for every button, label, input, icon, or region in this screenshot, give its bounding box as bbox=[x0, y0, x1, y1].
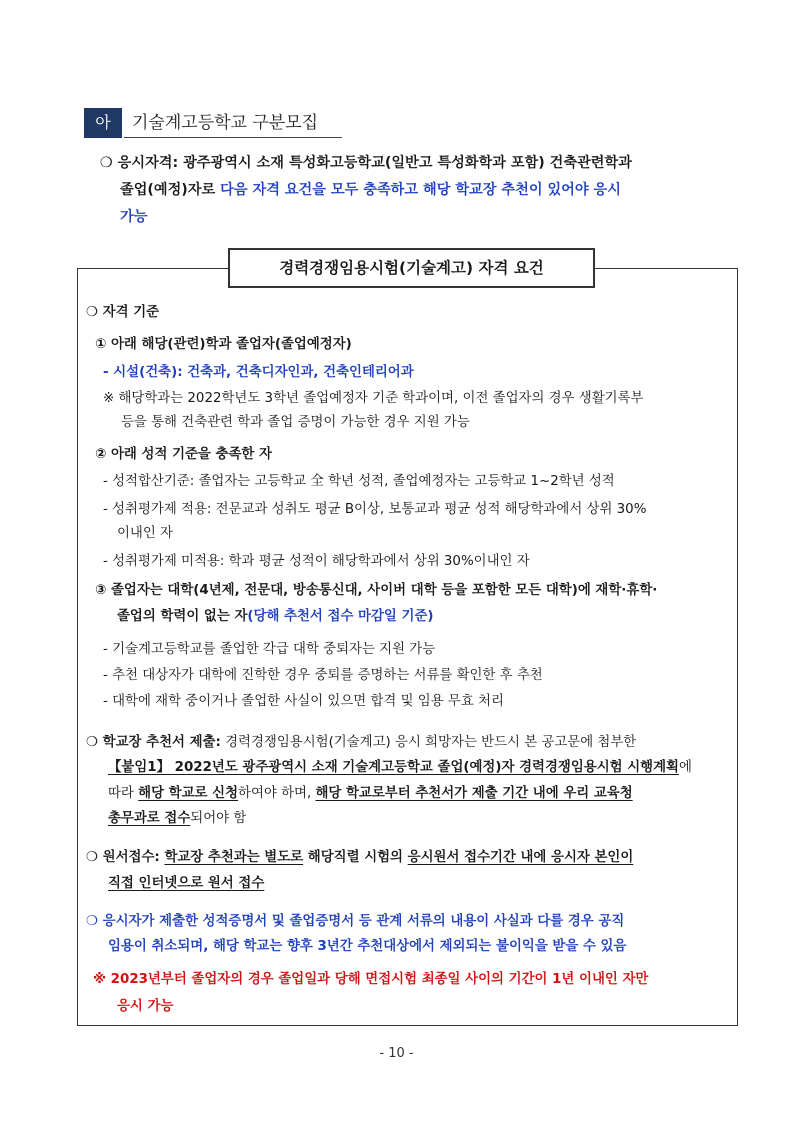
apply-to-school: 해당 학교로 신청 bbox=[138, 786, 239, 801]
recommendation-line-2-text: 에 bbox=[678, 760, 692, 775]
application-period: 응시원서 접수기간 내에 응시자 본인이 bbox=[407, 850, 634, 865]
separate-from-recommendation: 학교장 추천과는 별도로 bbox=[164, 850, 304, 865]
page-number: - 10 - bbox=[379, 1046, 414, 1061]
criterion-2-item-3: - 성취평가제 미적용: 학과 평균 성적이 해당학과에서 상위 30%이내인 자 bbox=[103, 554, 530, 569]
criterion-1-note-line-2: 등을 통해 건축관련 학과 졸업 증명이 가능한 경우 지원 가능 bbox=[121, 415, 470, 430]
recommendation-line-1-text: 경력경쟁임용시험(기술계고) 응시 희망자는 반드시 본 공고문에 첨부한 bbox=[220, 735, 637, 750]
intro-line-1: ❍ 응시자격: 광주광역시 소재 특성화고등학교(일반고 특성화학과 포함) 건축관련학과 bbox=[100, 155, 632, 171]
intro-line-2 bbox=[100, 177, 740, 204]
warning-line-1: ❍ 응시자가 제출한 성적증명서 및 졸업증명서 등 관계 서류의 내용이 사실과 다를 경우 공직 bbox=[86, 914, 625, 929]
recommendation-label: ❍ 학교장 추천서 제출: bbox=[86, 735, 221, 750]
criteria-heading: ❍ 자격 기준 bbox=[86, 305, 160, 320]
criterion-3-line-2-text: 졸업의 학력이 없는 자 bbox=[117, 609, 248, 624]
criterion-3-item-3: - 대학에 재학 중이거나 졸업한 사실이 있으면 합격 및 임용 무효 처리 bbox=[103, 694, 504, 709]
attachment-reference: 【붙임1】 2022년도 광주광역시 소재 기술계고등학교 졸업(예정)자 경력경쟁임용시험 시행계획 bbox=[108, 760, 679, 775]
recommendation-submission-deadline: 해당 학교로부터 추천서가 제출 기간 내에 우리 교육청 bbox=[315, 786, 633, 801]
criterion-2-heading: ② 아래 성적 기준을 충족한 자 bbox=[95, 447, 272, 462]
criterion-2-item-2-cont: 이내인 자 bbox=[117, 526, 173, 541]
application-label: ❍ 원서접수: bbox=[86, 850, 165, 865]
recommendation-line-4-text: 되어야 함 bbox=[190, 811, 247, 826]
criterion-1-heading: ① 아래 해당(관련)학과 졸업자(졸업예정자) bbox=[95, 337, 352, 352]
recommendation-line-1 bbox=[86, 732, 636, 754]
intro-line-3: 가능 bbox=[120, 209, 148, 225]
online-application: 직접 인터넷으로 원서 접수 bbox=[108, 876, 265, 891]
section-badge: 아 bbox=[84, 108, 122, 138]
criterion-3-line-1: ③ 졸업자는 대학(4년제, 전문대, 방송통신대, 사이버 대학 등을 포함한 모든 대학)에 재학·휴학· bbox=[95, 583, 658, 598]
criterion-3-line-2 bbox=[117, 606, 434, 628]
section-title: 기술계고등학교 구분모집 bbox=[132, 113, 319, 133]
recommendation-line-3-b: 하여야 하며, bbox=[238, 786, 316, 801]
recommendation-line-3 bbox=[108, 783, 633, 805]
requirements-box-title: 경력경쟁임용시험(기술계고) 자격 요건 bbox=[228, 248, 595, 288]
criterion-1-departments: - 시설(건축): 건축과, 건축디자인과, 건축인테리어과 bbox=[103, 365, 414, 380]
graduation-note-line-2: 응시 가능 bbox=[117, 999, 174, 1014]
graduation-note-line-1: ※ 2023년부터 졸업자의 경우 졸업일과 당해 면접시험 최종일 사이의 기간이 1년 이내인 자만 bbox=[93, 972, 649, 987]
criterion-2-item-1: - 성적합산기준: 졸업자는 고등학교 全 학년 성적, 졸업예정자는 고등학교 1~2학년 성적 bbox=[103, 474, 615, 489]
section-title-underline bbox=[124, 137, 342, 138]
general-affairs-receipt: 총무과로 접수 bbox=[108, 811, 191, 826]
eligibility-intro bbox=[100, 150, 740, 231]
intro-line-2-text: 졸업(예정)자로 bbox=[120, 182, 221, 198]
criterion-3-item-1: - 기술계고등학교를 졸업한 각급 대학 중퇴자는 지원 가능 bbox=[103, 642, 436, 657]
criterion-2-item-2: - 성취평가제 적용: 전문교과 성취도 평균 B이상, 보통교과 평균 성적 해당학과에서 상위 30% bbox=[103, 502, 647, 517]
application-line-1 bbox=[86, 847, 633, 869]
application-line-2 bbox=[108, 873, 264, 895]
application-line-1-mid: 해당직렬 시험의 bbox=[303, 850, 408, 865]
criterion-1-note-line-1: ※ 해당학과는 2022학년도 3학년 졸업예정자 기준 학과이며, 이전 졸업자의 경우 생활기록부 bbox=[103, 391, 644, 406]
recommendation-line-3-a: 따라 bbox=[108, 786, 139, 801]
intro-line-2-highlight: 다음 자격 요건을 모두 충족하고 해당 학교장 추천이 있어야 응시 bbox=[220, 182, 621, 198]
recommendation-line-4 bbox=[108, 808, 246, 830]
recommendation-line-2 bbox=[108, 757, 692, 779]
criterion-3-deadline-note: (당해 추천서 접수 마감일 기준) bbox=[247, 609, 434, 624]
warning-line-2: 임용이 취소되며, 해당 학교는 향후 3년간 추천대상에서 제외되는 불이익을 받을 수 있음 bbox=[108, 939, 627, 954]
criterion-3-item-2: - 추천 대상자가 대학에 진학한 경우 중퇴를 증명하는 서류를 확인한 후 추천 bbox=[103, 668, 543, 683]
